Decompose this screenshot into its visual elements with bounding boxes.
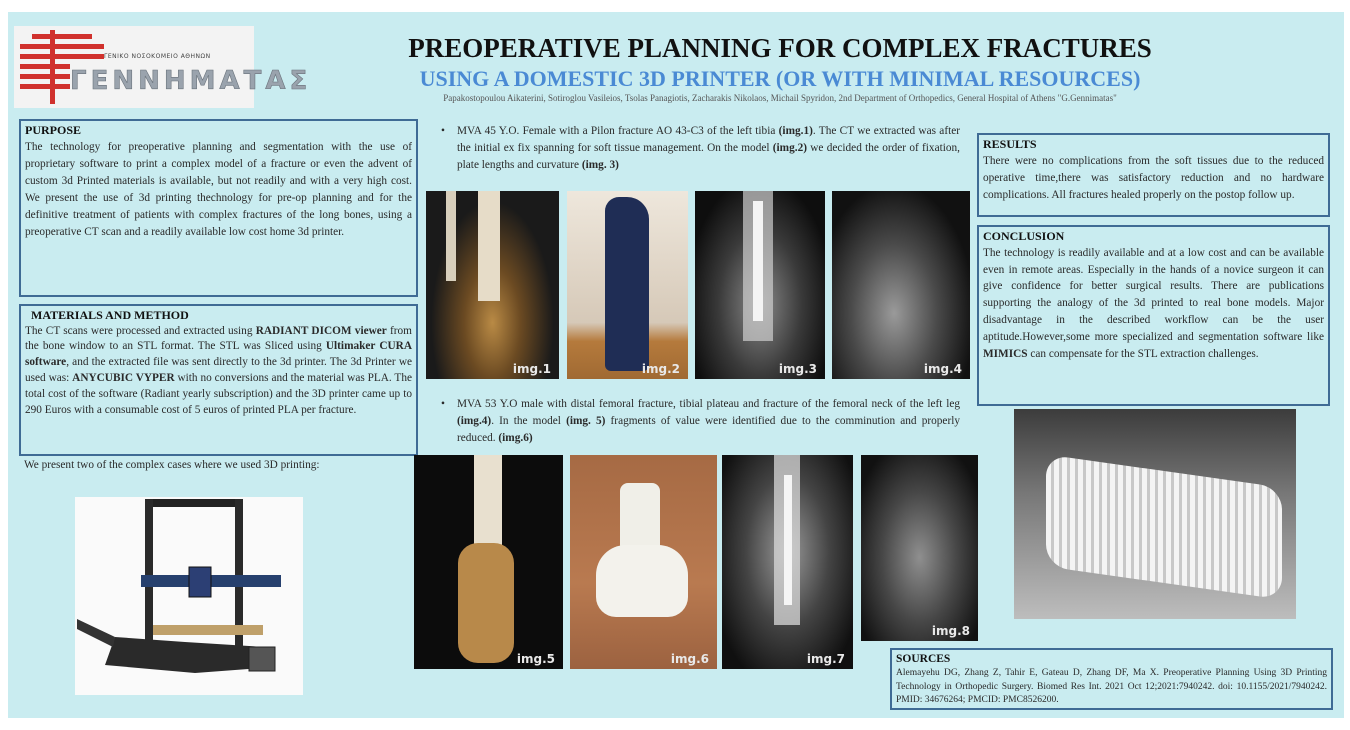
- purpose-text: The technology for preoperative planning and segmentation with the use of proprietary software to print a complex model of a fracture or even the advent of custom 3d Printed materials is available, but not readily and with a very high cost. We present the use of 3d printing thechnology for pre-op planning and for the definitive treatment of patients with complex fractures of the long bones, using a preoperative CT scan and a readily available low cost home 3d printer.: [25, 140, 412, 239]
- sources-text: Alemayehu DG, Zhang Z, Tahir E, Gateau D, Zhang DF, Ma X. Preoperative Planning Using 3D Printing Technology in Orthopedic Surgery. Biomed Res Int. 2021 Oct 12;2021:7940242. doi: 10.1155/2021/7940242. PMID: 34676264; PMCID: PMC8526200.: [896, 667, 1327, 706]
- case-1-bullet: •: [441, 125, 445, 137]
- img5-label: img.5: [516, 652, 555, 666]
- logo-name: ΓΕΝΝΗΜΑΤΑΣ: [70, 66, 312, 96]
- logo-subtitle: ΓΕΝΙΚΟ ΝΟΣΟΚΟΜΕΙΟ ΑΘΗΝΩΝ: [104, 53, 211, 60]
- bone-shaft: [446, 191, 456, 281]
- conclusion-text-1: The technology is readily available and at a low cost and can be available even in remote areas. Especially in the hands of a novice surgeon it can give confidence for better surgical results. There are publications supporting the analogy of the 3d printed to real bone models.: [983, 246, 1324, 310]
- logo-stripe: [20, 74, 70, 79]
- img2-printed-model: [567, 191, 688, 379]
- img5-ct-reconstruction: [414, 455, 563, 669]
- printed-femur-condyles: [596, 545, 688, 617]
- conclusion-text: [983, 245, 1324, 364]
- sources-heading: SOURCES: [896, 653, 951, 665]
- purpose-section: [19, 119, 418, 297]
- methods-text-1: The CT scans were processed and extracted using: [25, 324, 256, 337]
- img6-label: img.6: [670, 652, 709, 666]
- img2-label: img.2: [641, 362, 680, 376]
- case-1-text-1: MVA 45 Y.O. Female with a Pilon fracture AO 43-C3 of the left tibia: [457, 125, 779, 137]
- sources-section: [890, 648, 1333, 710]
- img3-xray: [695, 191, 825, 379]
- case-2-text-2: . In the model: [491, 414, 567, 427]
- case-2-ref-img5: (img. 5): [566, 414, 606, 427]
- results-section: [977, 133, 1330, 217]
- results-text: There were no complications from the soft tissues due to the reduced operative time,there was satisfactory reduction and no hardware complications. All fractures healed properly on the postop follow up.: [983, 154, 1324, 201]
- case-1-text-2: . The CT we extracted was after the initial ex fix spanning for soft tissue management. On the model: [457, 125, 960, 154]
- bone-fragments: [458, 543, 514, 663]
- methods-bold-cura: Ultimaker CURA software: [25, 340, 412, 369]
- printer-photo: [75, 497, 303, 695]
- logo-stripe: [20, 64, 70, 69]
- bone-shaft: [474, 455, 502, 545]
- purpose-heading: PURPOSE: [25, 123, 82, 137]
- case-1-ref-img1: (img.1): [778, 125, 813, 137]
- img1-ct-reconstruction: [426, 191, 559, 379]
- conclusion-heading: CONCLUSION: [983, 229, 1065, 243]
- methods-after-text: We present two of the complex cases where we used 3D printing:: [24, 459, 320, 471]
- img8-ct-scan: [861, 455, 978, 641]
- case-1-ref-img2: (img.2): [772, 141, 807, 154]
- case-2-ref-img6: (img.6): [498, 431, 533, 444]
- hospital-logo: [14, 26, 312, 108]
- xray-plate: [753, 201, 763, 321]
- xray-plate: [784, 475, 792, 605]
- logo-stripe: [20, 54, 104, 59]
- logo-cross-vertical: [50, 30, 55, 104]
- case-1-ref-img3: (img. 3): [581, 158, 619, 171]
- logo-stripe: [20, 84, 70, 89]
- poster-subtitle: USING A DOMESTIC 3D PRINTER (OR WITH MINIMAL RESOURCES): [419, 66, 1141, 91]
- img8-label: img.8: [931, 624, 970, 638]
- methods-text: [25, 324, 412, 419]
- img4-ct-scan: [832, 191, 970, 379]
- logo-stripe: [32, 34, 92, 39]
- methods-bold-vyper: ANYCUBIC VYPER: [72, 372, 175, 385]
- img3-label: img.3: [778, 362, 817, 376]
- methods-text-4: with no conversions and the material was PLA. The total cost of the software (Radiant yearly subscription) and the 3D printer came up to 290 Euros with a consumable cost of 5 euros of printed PLA per fracture.: [25, 372, 412, 416]
- printing-supports-photo: [1014, 409, 1296, 619]
- img7-label: img.7: [806, 652, 845, 666]
- img1-label: img.1: [512, 362, 551, 376]
- printed-supports: [1046, 454, 1282, 599]
- methods-bold-radiant: RADIANT DICOM viewer: [255, 324, 387, 337]
- case-1-text: [441, 123, 960, 174]
- printed-tibia: [605, 197, 649, 371]
- case-2-text-1: MVA 53 Y.O male with distal femoral fracture, tibial plateau and fracture of the femoral neck of the left leg: [457, 398, 960, 410]
- conclusion-text-2: Major disadvantage in the described workflow can be the user aptitude.However,some more specialized and segmentation software like: [983, 297, 1324, 344]
- methods-heading: MATERIALS AND METHOD: [31, 308, 189, 322]
- conclusion-text-3: can compensate for the STL extraction challenges.: [1027, 348, 1259, 361]
- poster-title: PREOPERATIVE PLANNING FOR COMPLEX FRACTURES: [408, 33, 1152, 63]
- printed-femur-shaft: [620, 483, 660, 553]
- methods-text-2: from the bone window to an STL format. The STL was Sliced using: [25, 324, 412, 353]
- methods-text-3: , and the extracted file was sent directly to the 3d printer. The 3d Printer we used was:: [25, 356, 412, 385]
- printer-illustration: [75, 497, 303, 695]
- conclusion-bold-mimics: MIMICS: [983, 348, 1028, 361]
- case-2-text-3: fragments of value were identified due to the comminution and properly reduced.: [457, 414, 960, 444]
- bone-shaft: [478, 191, 500, 301]
- results-heading: RESULTS: [983, 137, 1037, 151]
- logo-stripe: [20, 44, 104, 49]
- img6-printed-model: [570, 455, 717, 669]
- img4-label: img.4: [923, 362, 962, 376]
- case-1-text-3: we decided the order of fixation, plate lengths and curvature: [457, 141, 960, 171]
- conclusion-section: [977, 225, 1330, 406]
- methods-section: [19, 304, 418, 456]
- case-2-ref-img4: (img.4): [457, 414, 492, 427]
- case-2-text: [441, 396, 960, 447]
- img7-xray: [722, 455, 853, 669]
- case-2-bullet: •: [441, 398, 445, 410]
- authors-line: Papakostopoulou Aikaterini, Sotiroglou Vasileios, Tsolas Panagiotis, Zacharakis Nikolaos, Michail Spyridon, 2nd Department of Orthopedics, General Hospital of Athens "G.Gennimatas": [443, 93, 1117, 103]
